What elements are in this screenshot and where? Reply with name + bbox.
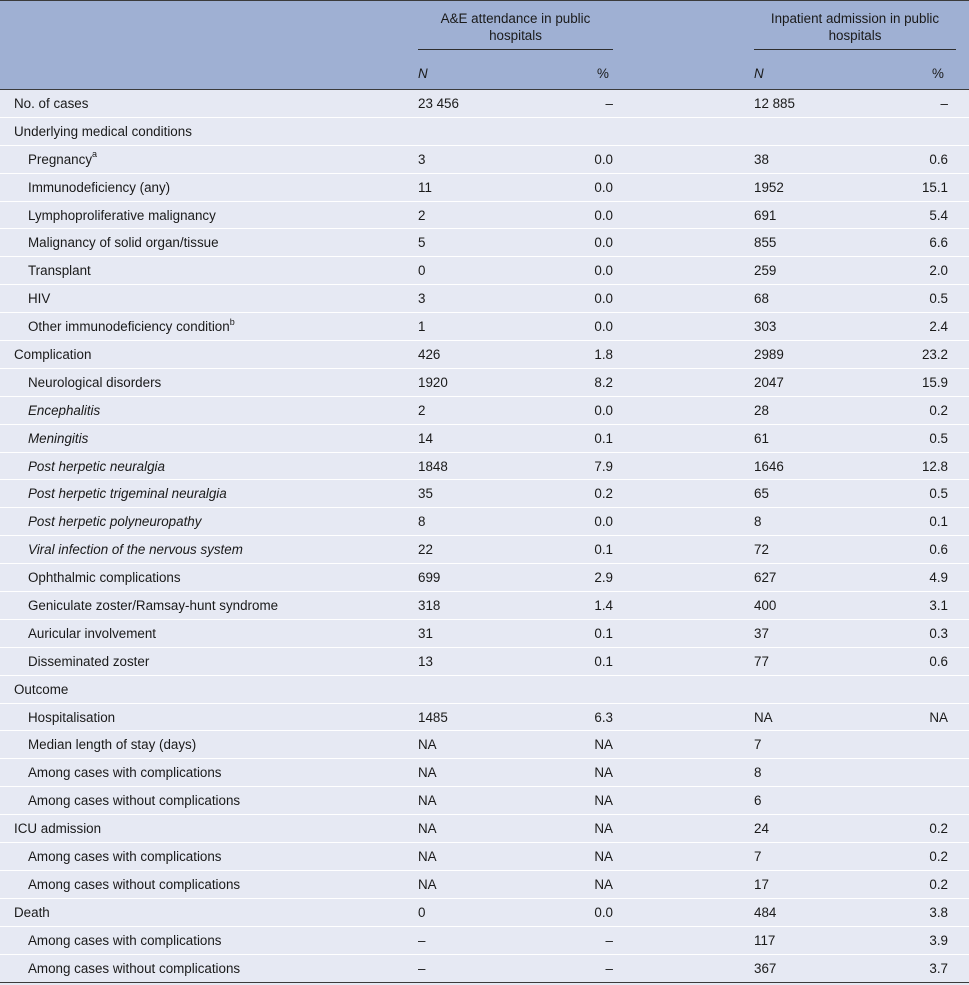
- inpatient-n-cell: 7: [754, 849, 762, 865]
- row-label: [28, 871, 240, 898]
- ae-percent-cell: NA: [594, 793, 613, 809]
- row-label-text: Complication: [14, 347, 92, 363]
- table-row: [0, 425, 969, 453]
- ae-percent-cell: –: [605, 960, 613, 976]
- inpatient-percent-cell: 5.4: [929, 207, 948, 223]
- inpatient-n-cell: 2047: [754, 374, 784, 390]
- row-label-text: Among cases with complications: [28, 932, 222, 948]
- table-row: [0, 927, 969, 955]
- row-label-text: Among cases without complications: [28, 793, 241, 809]
- table-row: [0, 257, 969, 285]
- ae-percent-cell: 1.8: [594, 347, 613, 363]
- inpatient-percent-cell: 23.2: [921, 347, 948, 363]
- inpatient-percent-cell: 0.2: [929, 849, 948, 865]
- inpatient-percent-cell: 2.0: [929, 263, 948, 279]
- row-label: [28, 397, 100, 424]
- table-row: [0, 397, 969, 425]
- inpatient-percent-cell: 15.9: [921, 374, 948, 390]
- ae-percent-cell: 6.3: [594, 709, 613, 725]
- table-row: [0, 843, 969, 871]
- ae-n-header: N: [418, 66, 428, 81]
- inpatient-n-cell: 855: [754, 235, 777, 251]
- row-label: [28, 648, 149, 675]
- inpatient-group-rule: [754, 49, 956, 50]
- inpatient-n-cell: 24: [754, 821, 769, 837]
- inpatient-n-cell: 1952: [754, 179, 784, 195]
- inpatient-n-cell: 367: [754, 960, 777, 976]
- inpatient-percent-cell: 15.1: [921, 179, 948, 195]
- row-label-text: Among cases without complications: [28, 876, 241, 892]
- ae-n-cell: 0: [418, 904, 426, 920]
- ae-n-cell: 22: [418, 542, 433, 558]
- ae-percent-cell: 0.0: [594, 263, 613, 279]
- table-row: [0, 341, 969, 369]
- inpatient-n-cell: 77: [754, 653, 769, 669]
- inpatient-n-cell: 8: [754, 765, 762, 781]
- inpatient-percent-cell: 0.3: [929, 625, 948, 641]
- table-row: [0, 759, 969, 787]
- inpatient-percent-cell: 4.9: [929, 570, 948, 586]
- ae-n-cell: NA: [418, 737, 437, 753]
- inpatient-n-cell: 6: [754, 793, 762, 809]
- footnote-marker: a: [92, 149, 98, 160]
- row-label-text: Auricular involvement: [28, 625, 157, 641]
- row-label-text: Meningitis: [28, 430, 89, 446]
- row-label: [28, 313, 235, 340]
- inpatient-n-header: N: [754, 66, 764, 81]
- inpatient-n-cell: 259: [754, 263, 777, 279]
- row-label-text: No. of cases: [14, 96, 89, 111]
- ae-percent-cell: 0.0: [594, 514, 613, 530]
- row-label-text: Viral infection of the nervous system: [28, 542, 243, 558]
- inpatient-percent-cell: 0.6: [929, 653, 948, 669]
- inpatient-n-cell: 303: [754, 319, 777, 335]
- table-row: [0, 704, 969, 732]
- table-row: [0, 229, 969, 257]
- row-label-text: Malignancy of solid organ/tissue: [28, 235, 219, 251]
- footnote-marker: b: [229, 316, 235, 327]
- ae-percent-cell: 8.2: [594, 374, 613, 390]
- ae-percent-cell: –: [605, 932, 613, 948]
- inpatient-percent-cell: 0.6: [929, 151, 948, 167]
- row-label-text: Outcome: [14, 681, 69, 697]
- row-label: [28, 257, 91, 284]
- inpatient-n-cell: 68: [754, 291, 769, 307]
- row-label-text: Disseminated zoster: [28, 653, 150, 669]
- row-label-text: Hospitalisation: [28, 709, 116, 725]
- table-row: [0, 313, 969, 341]
- ae-percent-cell: –: [605, 96, 613, 111]
- inpatient-n-cell: 1646: [754, 458, 784, 474]
- inpatient-percent-cell: 3.1: [929, 598, 948, 614]
- row-label: [28, 508, 201, 535]
- ae-group-header: A&E attendance in public hospitals: [440, 11, 591, 43]
- ae-percent-cell: 0.0: [594, 151, 613, 167]
- inpatient-percent-cell: 0.2: [929, 876, 948, 892]
- inpatient-percent-cell: –: [940, 96, 948, 111]
- table-row: [0, 453, 969, 481]
- table-row: [0, 536, 969, 564]
- table-row: [0, 90, 969, 118]
- ae-percent-cell: 0.0: [594, 179, 613, 195]
- ae-n-cell: 0: [418, 263, 426, 279]
- table-row: [0, 508, 969, 536]
- table-row: [0, 815, 969, 843]
- ae-percent-cell: 0.1: [594, 625, 613, 641]
- inpatient-percent-cell: 12.8: [921, 458, 948, 474]
- ae-group-rule: [418, 49, 613, 50]
- table-row: [0, 202, 969, 230]
- table-row: [0, 480, 969, 508]
- inpatient-n-cell: 37: [754, 625, 769, 641]
- row-label: [28, 564, 181, 591]
- inpatient-n-cell: 627: [754, 570, 777, 586]
- row-label: [14, 676, 68, 703]
- row-label-text: Post herpetic polyneuropathy: [28, 514, 202, 530]
- ae-n-cell: 1: [418, 319, 426, 335]
- inpatient-percent-cell: NA: [929, 709, 948, 725]
- ae-n-cell: 426: [418, 347, 441, 363]
- ae-percent-cell: NA: [594, 876, 613, 892]
- ae-percent-cell: 0.1: [594, 653, 613, 669]
- ae-n-cell: 11: [418, 179, 432, 195]
- inpatient-n-cell: 61: [754, 430, 769, 446]
- ae-n-cell: 1920: [418, 374, 448, 390]
- ae-n-cell: 318: [418, 598, 441, 614]
- ae-percent-cell: NA: [594, 765, 613, 781]
- ae-n-cell: 23 456: [418, 96, 459, 111]
- row-label: [28, 955, 240, 982]
- table-row: [0, 620, 969, 648]
- ae-percent-cell: 0.0: [594, 291, 613, 307]
- ae-n-cell: 1848: [418, 458, 448, 474]
- table-row: [0, 676, 969, 704]
- ae-n-cell: 1485: [418, 709, 448, 725]
- inpatient-n-cell: 65: [754, 486, 769, 502]
- ae-percent-cell: 0.0: [594, 402, 613, 418]
- inpatient-group-header: Inpatient admission in public hospitals: [770, 11, 940, 43]
- table-row: [0, 731, 969, 759]
- inpatient-percent-cell: 6.6: [929, 235, 948, 251]
- row-label-text: Underlying medical conditions: [14, 123, 192, 139]
- row-label: [14, 899, 50, 926]
- table-row: [0, 369, 969, 397]
- row-label-text: Lymphoproliferative malignancy: [28, 207, 216, 223]
- ae-percent-cell: 0.0: [594, 319, 613, 335]
- row-label-text: Among cases without complications: [28, 960, 241, 976]
- inpatient-n-cell: 12 885: [754, 96, 795, 111]
- inpatient-n-cell: NA: [754, 709, 773, 725]
- inpatient-n-cell: 691: [754, 207, 777, 223]
- inpatient-n-cell: 400: [754, 598, 777, 614]
- ae-n-cell: 2: [418, 402, 426, 418]
- row-label: [14, 118, 192, 145]
- ae-n-cell: –: [418, 960, 426, 976]
- ae-n-cell: 5: [418, 235, 426, 251]
- inpatient-percent-cell: 0.5: [929, 430, 948, 446]
- row-label-text: Among cases with complications: [28, 765, 222, 781]
- row-label: [28, 592, 278, 619]
- inpatient-percent-cell: 0.1: [929, 514, 948, 530]
- table-row: [0, 787, 969, 815]
- table-row: [0, 146, 969, 174]
- ae-percent-cell: 7.9: [594, 458, 613, 474]
- ae-n-cell: 13: [418, 653, 433, 669]
- row-label: [28, 285, 50, 312]
- row-label-text: Among cases with complications: [28, 849, 222, 865]
- inpatient-n-cell: 8: [754, 514, 762, 530]
- row-label: [28, 927, 222, 954]
- row-label: [28, 787, 240, 814]
- table-row: [0, 955, 969, 983]
- inpatient-percent-cell: 0.2: [929, 402, 948, 418]
- row-label: [14, 90, 88, 117]
- ae-percent-cell: NA: [594, 849, 613, 865]
- row-label: [28, 174, 170, 201]
- row-label: [28, 759, 222, 786]
- ae-percent-cell: 2.9: [594, 570, 613, 586]
- row-label-text: Geniculate zoster/Ramsay-hunt syndrome: [28, 598, 279, 614]
- inpatient-n-cell: 7: [754, 737, 762, 753]
- row-label: [28, 480, 227, 507]
- inpatient-n-cell: 28: [754, 402, 769, 418]
- ae-percent-cell: NA: [594, 737, 613, 753]
- inpatient-percent-cell: 3.7: [929, 960, 948, 976]
- ae-n-cell: 35: [418, 486, 433, 502]
- row-label-text: ICU admission: [14, 821, 102, 837]
- table-row: [0, 564, 969, 592]
- ae-n-cell: NA: [418, 793, 437, 809]
- row-label-text: Ophthalmic complications: [28, 570, 181, 586]
- inpatient-percent-cell: 0.2: [929, 821, 948, 837]
- ae-n-cell: 3: [418, 291, 426, 307]
- ae-percent-cell: 0.0: [594, 904, 613, 920]
- inpatient-n-cell: 117: [754, 932, 776, 948]
- row-label-text: Immunodeficiency (any): [28, 179, 171, 195]
- row-label-text: Death: [14, 904, 50, 920]
- inpatient-n-cell: 72: [754, 542, 769, 558]
- ae-n-cell: 699: [418, 570, 441, 586]
- inpatient-percent-cell: 0.5: [929, 486, 948, 502]
- ae-n-cell: 31: [418, 625, 433, 641]
- row-label-text: Pregnancy: [28, 151, 93, 167]
- ae-percent-cell: 0.1: [594, 542, 613, 558]
- row-label: [14, 341, 91, 368]
- inpatient-percent-cell: 2.4: [929, 319, 948, 335]
- row-label: [14, 815, 101, 842]
- inpatient-percent-cell: 0.5: [929, 291, 948, 307]
- row-label: [28, 843, 222, 870]
- inpatient-n-cell: 484: [754, 904, 777, 920]
- table-row: [0, 592, 969, 620]
- ae-n-cell: 14: [418, 430, 433, 446]
- row-label: [28, 146, 97, 173]
- inpatient-n-cell: 2989: [754, 347, 784, 363]
- inpatient-percent-header: %: [932, 66, 944, 81]
- ae-n-cell: 3: [418, 151, 426, 167]
- table-row: [0, 871, 969, 899]
- row-label: [28, 369, 161, 396]
- ae-n-cell: NA: [418, 765, 437, 781]
- ae-percent-cell: 0.0: [594, 235, 613, 251]
- inpatient-n-cell: 38: [754, 151, 769, 167]
- row-label-text: Post herpetic trigeminal neuralgia: [28, 486, 227, 502]
- row-label: [28, 731, 196, 758]
- ae-percent-cell: 0.0: [594, 207, 613, 223]
- row-label-text: Transplant: [28, 263, 91, 279]
- row-label-text: Median length of stay (days): [28, 737, 197, 753]
- table-body: [0, 90, 969, 983]
- row-label: [28, 229, 219, 256]
- row-label-text: Neurological disorders: [28, 374, 162, 390]
- inpatient-percent-cell: 3.8: [929, 904, 948, 920]
- ae-n-cell: NA: [418, 876, 437, 892]
- ae-n-cell: –: [418, 932, 426, 948]
- row-label: [28, 620, 156, 647]
- table-row: [0, 118, 969, 146]
- inpatient-percent-cell: 3.9: [929, 932, 948, 948]
- row-label-text: Other immunodeficiency condition: [28, 319, 230, 335]
- ae-percent-cell: 0.1: [594, 430, 613, 446]
- row-label: [28, 453, 165, 480]
- table-row: [0, 174, 969, 202]
- row-label: [28, 202, 216, 229]
- row-label: [28, 425, 88, 452]
- ae-n-cell: NA: [418, 821, 437, 837]
- row-label: [28, 704, 115, 731]
- ae-n-cell: 2: [418, 207, 426, 223]
- ae-percent-cell: NA: [594, 821, 613, 837]
- ae-n-cell: NA: [418, 849, 437, 865]
- inpatient-n-cell: 17: [754, 876, 769, 892]
- table-row: [0, 648, 969, 676]
- row-label-text: Encephalitis: [28, 402, 101, 418]
- table-row: [0, 899, 969, 927]
- ae-percent-cell: 1.4: [594, 598, 613, 614]
- row-label: [28, 536, 243, 563]
- ae-percent-header: %: [597, 66, 609, 81]
- ae-n-cell: 8: [418, 514, 426, 530]
- row-label-text: Post herpetic neuralgia: [28, 458, 165, 474]
- row-label-text: HIV: [28, 291, 51, 307]
- ae-percent-cell: 0.2: [594, 486, 613, 502]
- table-row: [0, 285, 969, 313]
- table-header: [0, 0, 969, 90]
- inpatient-percent-cell: 0.6: [929, 542, 948, 558]
